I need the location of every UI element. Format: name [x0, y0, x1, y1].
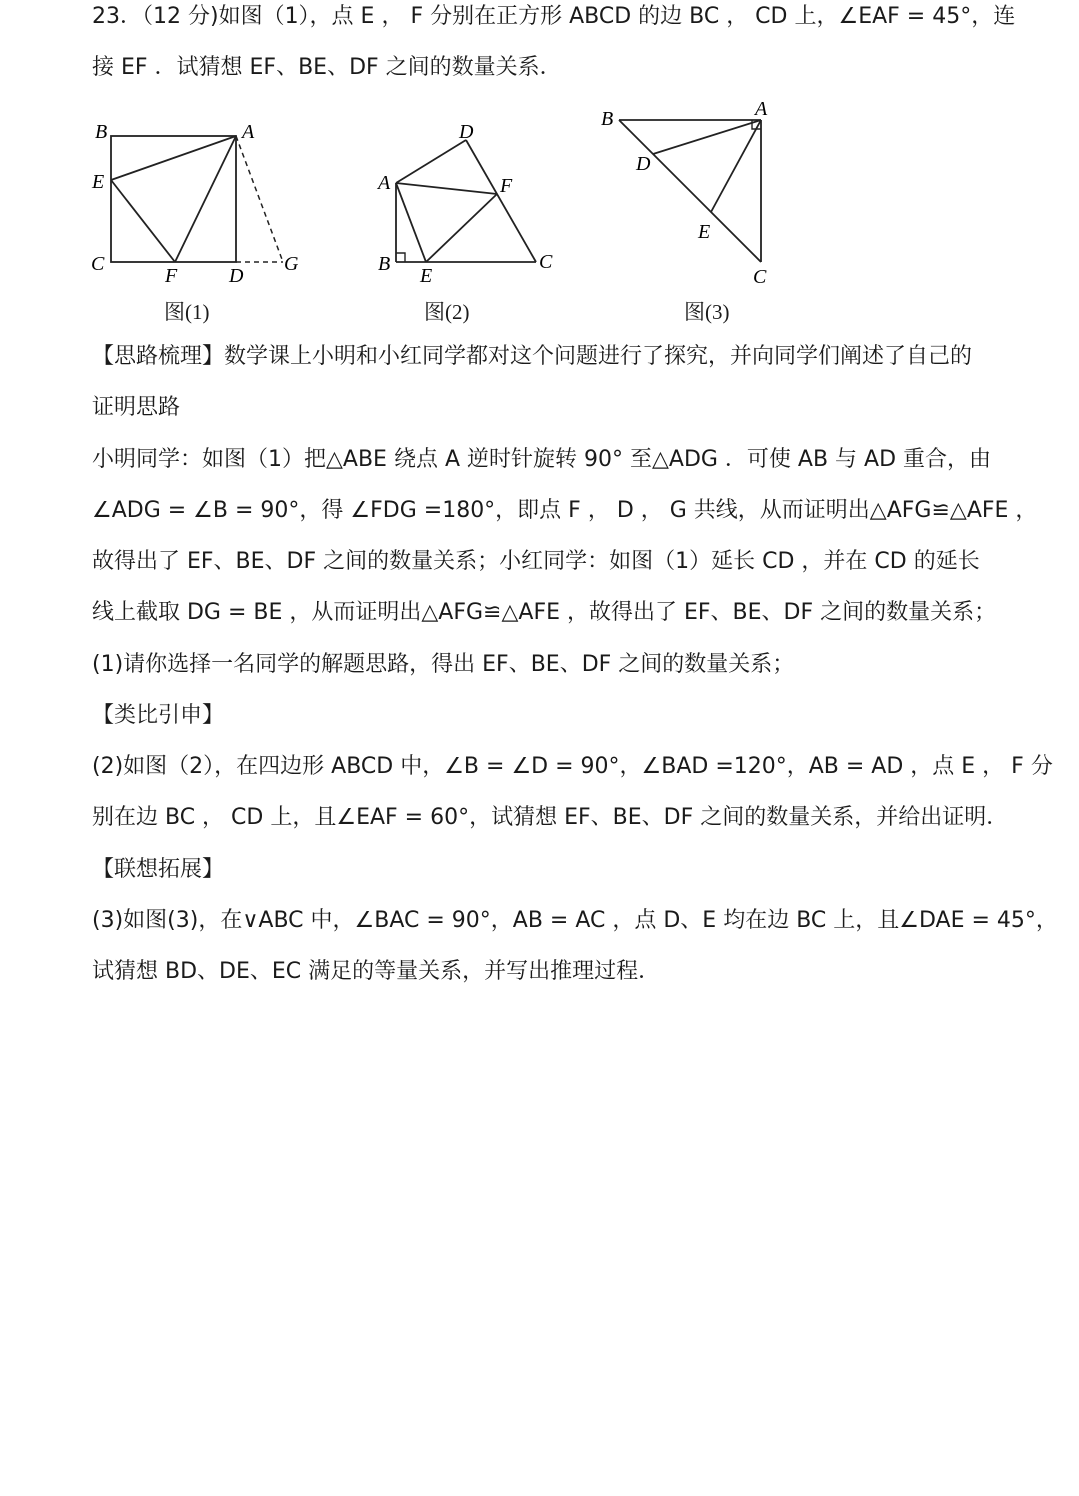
label-c: C [91, 253, 105, 275]
segment-dc [466, 140, 536, 262]
label-g: G [284, 253, 299, 275]
label-e: E [92, 171, 105, 193]
label-a: A [378, 172, 391, 194]
text-line-9: (1)请你选择一名同学的解题思路，得出 EF、BE、DF 之间的数量关系； [92, 652, 795, 677]
problem-line-2: 接 EF ．试猜想 EF、BE、DF 之间的数量关系． [92, 55, 562, 80]
figure-3 [595, 95, 795, 295]
label-c: C [753, 266, 767, 288]
figure-2-svg [370, 110, 570, 290]
text-line-7: 故得出了 EF、BE、DF 之间的数量关系；小红同学：如图（1）延长 CD ，并在 CD 的延长 [92, 549, 980, 574]
label-b: B [95, 121, 108, 143]
label-b: B [378, 253, 391, 275]
caption-figure-3: 图(3) [684, 300, 730, 324]
caption-figure-1: 图(1) [164, 300, 210, 324]
label-e: E [698, 221, 711, 243]
text-line-3: 【思路梳理】数学课上小明和小红同学都对这个问题进行了探究，并向同学们阐述了自己的 [92, 344, 973, 369]
figure-2 [370, 110, 570, 290]
label-e: E [420, 265, 433, 287]
label-a: A [242, 121, 255, 143]
label-a: A [755, 98, 768, 120]
right-angle-mark-b [396, 253, 405, 262]
figure-1 [85, 110, 315, 290]
section-heading-extension: 【联想拓展】 [92, 857, 225, 882]
text-line-11: (2)如图（2），在四边形 ABCD 中，∠B = ∠D = 90°，∠BAD =120°，AB = AD ，点 E ， F 分 [92, 754, 1053, 779]
segment-ef [111, 180, 175, 262]
label-b: B [601, 108, 614, 130]
figure-1-svg [85, 110, 315, 290]
segment-ag-dashed [236, 136, 283, 262]
segment-ef [426, 194, 497, 262]
label-f: F [500, 175, 513, 197]
figure-3-svg [595, 95, 795, 295]
section-heading-analogy: 【类比引申】 [92, 703, 225, 728]
text-line-8: 线上截取 DG = BE ，从而证明出△AFG≌△AFE ，故得出了 EF、BE、DF 之间的数量关系； [92, 600, 997, 625]
segment-ad [396, 140, 466, 183]
segment-ae [396, 183, 426, 262]
label-c: C [539, 251, 553, 273]
text-line-12: 别在边 BC ， CD 上，且∠EAF = 60°，试猜想 EF、BE、DF 之间的数量关系，并给出证明． [92, 805, 1009, 830]
text-line-4: 证明思路 [92, 395, 181, 420]
text-line-5: 小明同学：如图（1）把△ABE 绕点 A 逆时针旋转 90° 至△ADG ．可使 AB 与 AD 重合，由 [92, 447, 992, 472]
label-d: D [229, 265, 244, 287]
label-f: F [165, 265, 178, 287]
square-abcd [111, 136, 236, 262]
segment-bc [619, 120, 761, 262]
label-d: D [459, 121, 474, 143]
caption-figure-2: 图(2) [424, 300, 470, 324]
text-line-6: ∠ADG = ∠B = 90°，得 ∠FDG =180°，即点 F ， D ， G 共线，从而证明出△AFG≌△AFE ， [92, 498, 1038, 523]
segment-af [396, 183, 497, 194]
problem-line-1: 23．（12 分)如图（1），点 E ， F 分别在正方形 ABCD 的边 BC ， CD 上，∠EAF = 45°，连 [92, 4, 1016, 29]
text-line-14: (3)如图(3)，在∨ABC 中，∠BAC = 90°，AB = AC ，点 D、E 均在边 BC 上，且∠DAE = 45°， [92, 908, 1058, 933]
text-line-15: 试猜想 BD、DE、EC 满足的等量关系，并写出推理过程． [92, 959, 661, 984]
label-d: D [636, 153, 651, 175]
